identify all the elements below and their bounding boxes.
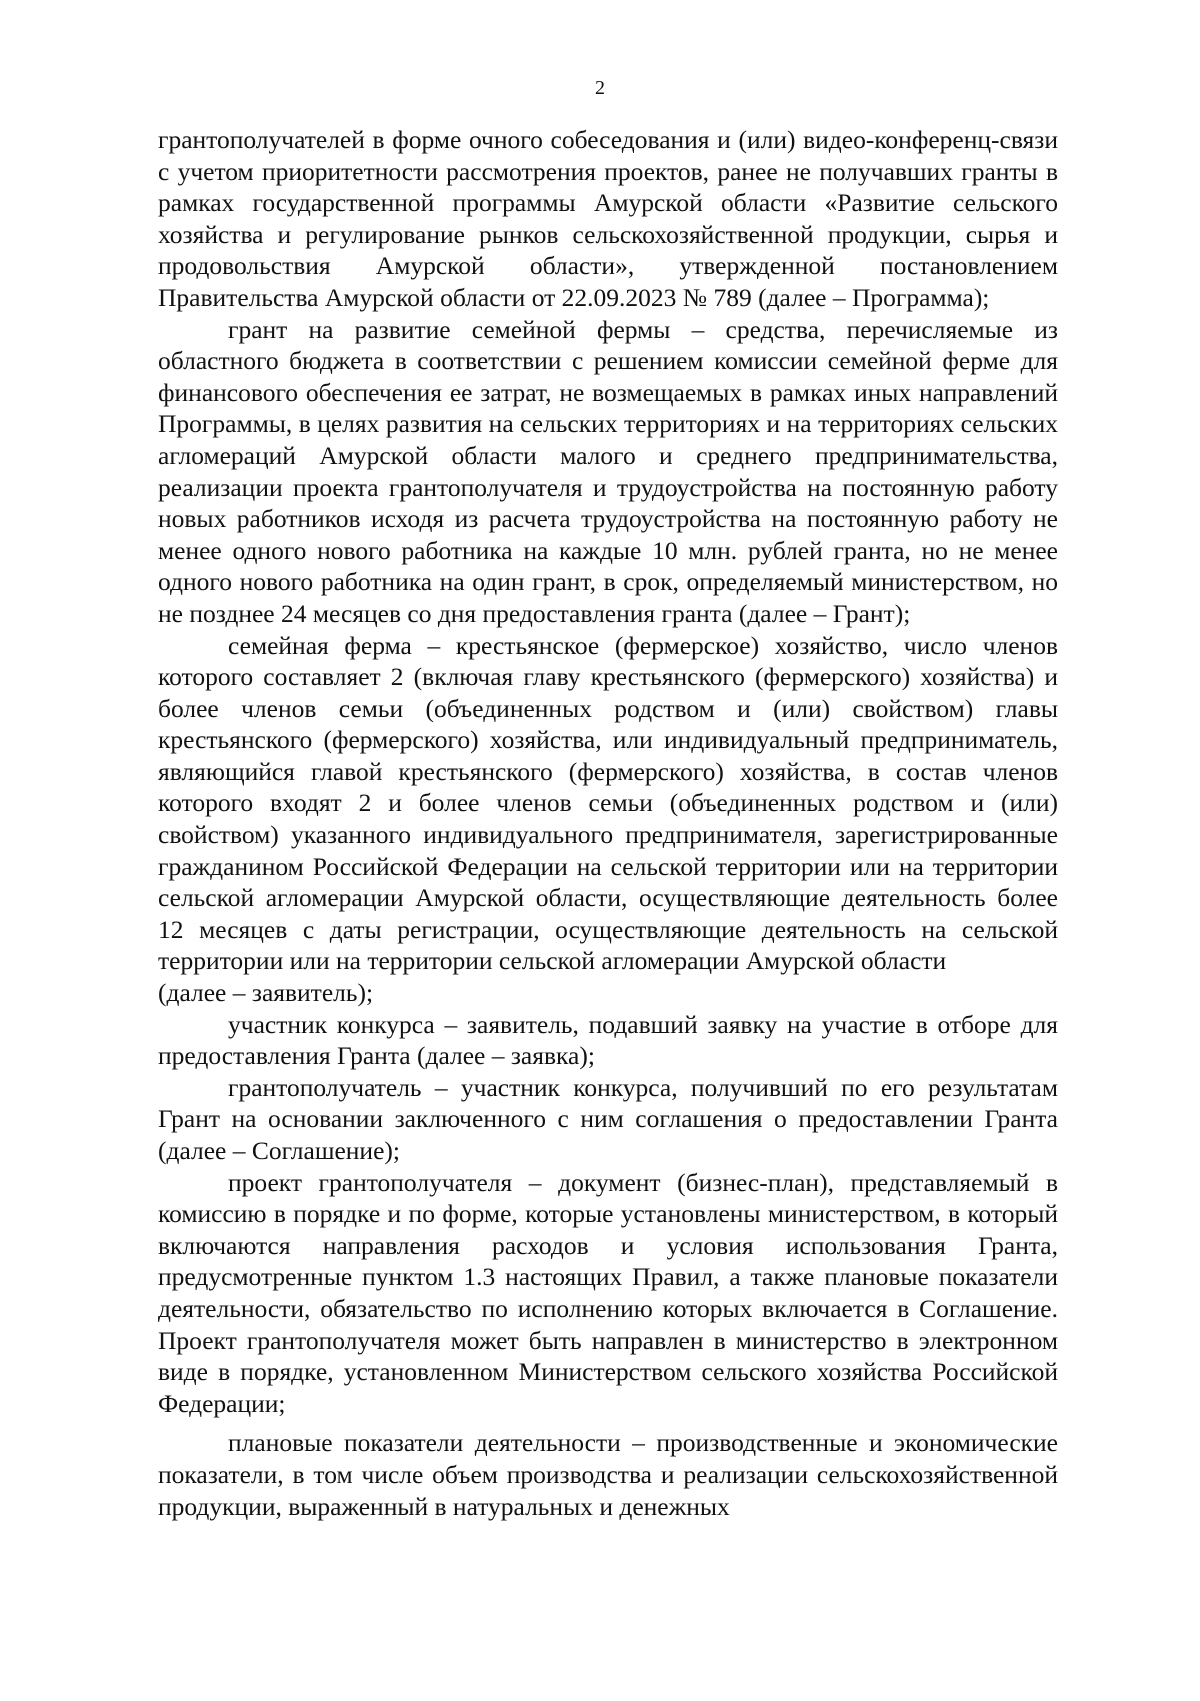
paragraph-applicant-note: (далее – заявитель); bbox=[158, 978, 374, 1008]
document-body bbox=[158, 124, 1058, 1522]
paragraph-grantee-definition: грантополучатель – участник конкурса, получивший по его результатам Грант на основании заключенного с ним соглашения о предоставлении Гранта (далее – Соглашение); bbox=[158, 1072, 1058, 1165]
page-number: 2 bbox=[595, 77, 605, 99]
paragraph-planned-indicators: плановые показатели деятельности – производственные и экономические показатели, в том числе объем производства и реализации сельскохозяйственной продукции, выраженный в натуральных и денежных bbox=[158, 1428, 1058, 1521]
paragraph-participant-definition: участник конкурса – заявитель, подавший заявку на участие в отборе для предоставления Гранта (далее – заявка); bbox=[158, 1009, 1058, 1071]
paragraph-family-farm-definition: семейная ферма – крестьянское (фермерское) хозяйство, число членов которого составляет 2 (включая главу крестьянского (фермерского) хозяйства) и более членов семьи (объединенных родством и (или) свойством) главы крестьянского (фермерского) хозяйства, или индивидуальный предприниматель, являющийся главой крестьянского (фермерского) хозяйства, в состав членов которого входят 2 и более членов семьи (объединенных родством и (или) свойством) указанного индивидуального предпринимателя, зарегистрированные гражданином Российской Федерации на сельской территории или на территории сельской агломерации Амурской области, осуществляющие деятельность более 12 месяцев с даты регистрации, осуществляющие деятельность на сельской территории или на территории сельской агломерации Амурской области bbox=[158, 630, 1058, 976]
paragraph-project-definition: проект грантополучателя – документ (бизнес-план), представляемый в комиссию в порядке и по форме, которые установлены министерством, в который включаются направления расходов и условия использования Гранта, предусмотренные пунктом 1.3 настоящих Правил, а также плановые показатели деятельности, обязательство по исполнению которых включается в Соглашение. Проект грантополучателя может быть направлен в министерство в электронном виде в порядке, установленном Министерством сельского хозяйства Российской Федерации; bbox=[158, 1167, 1058, 1418]
paragraph-grant-definition: грант на развитие семейной фермы – средства, перечисляемые из областного бюджета в соответствии с решением комиссии семейной ферме для финансового обеспечения ее затрат, не возмещаемых в рамках иных направлений Программы, в целях развития на сельских территориях и на территориях сельских агломераций Амурской области малого и среднего предпринимательства, реализации проекта грантополучателя и трудоустройства на постоянную работу новых работников исходя из расчета трудоустройства на постоянную работу не менее одного нового работника на каждые 10 млн. рублей гранта, но не менее одного нового работника на один грант, в срок, определяемый министерством, но не позднее 24 месяцев со дня предоставления гранта (далее – Грант); bbox=[158, 314, 1058, 628]
paragraph-continuation: грантополучателей в форме очного собеседования и (или) видео-конференц-связи с учетом приоритетности рассмотрения проектов, ранее не получавших гранты в рамках государственной программы Амурской области «Развитие сельского хозяйства и регулирование рынков сельскохозяйственной продукции, сырья и продовольствия Амурской области», утвержденной постановлением Правительства Амурской области от 22.09.2023 № 789 (далее – Программа); bbox=[158, 125, 1058, 312]
